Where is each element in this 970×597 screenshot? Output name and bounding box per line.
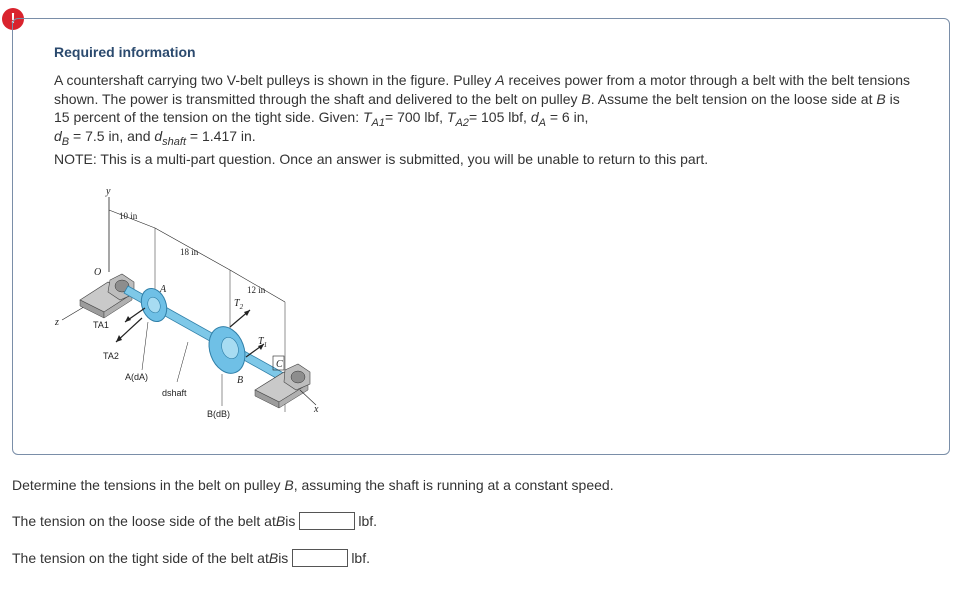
loose-tension-line bbox=[12, 512, 377, 530]
db-symbol: d bbox=[54, 127, 62, 144]
tight-tension-line bbox=[12, 549, 370, 567]
tight-tension-input[interactable] bbox=[292, 549, 348, 567]
problem-text-1: A countershaft carrying two V-belt pulleys is shown in the figure. Pulley bbox=[54, 72, 496, 88]
ta1-label: TA1 bbox=[93, 320, 109, 330]
pulley-b-ref-2: B bbox=[876, 90, 886, 107]
loose-tension-b-ref: B bbox=[275, 513, 286, 529]
ta2-symbol: T bbox=[446, 109, 456, 125]
dim-18in-label: 18 in bbox=[180, 247, 199, 257]
tight-tension-text-2: is bbox=[278, 550, 289, 566]
origin-label: O bbox=[94, 267, 102, 278]
loose-tension-unit: lbf. bbox=[358, 513, 378, 529]
dshaft-subscript: shaft bbox=[162, 135, 187, 148]
problem-text-2: receives power from a motor through a belt with the belt tensions shown. The power is transmitted through the shaft and delivered to the belt on pulley bbox=[54, 72, 911, 107]
bearing-c-label: C bbox=[276, 359, 283, 370]
problem-text-3: . Assume the belt tension on the loose side at bbox=[590, 90, 877, 107]
x-axis-label: x bbox=[314, 404, 319, 415]
info-title: Required information bbox=[54, 44, 196, 60]
countershaft-figure bbox=[50, 182, 350, 432]
tight-tension-unit: lbf. bbox=[351, 550, 370, 566]
ta2-value: = 105 lbf, bbox=[468, 109, 531, 125]
pulley-b-dia-label: B(dB) bbox=[207, 409, 231, 419]
da-subscript: A bbox=[538, 117, 546, 129]
ta2-label: TA2 bbox=[103, 351, 119, 361]
t1-label: $T_1$ bbox=[258, 336, 268, 349]
ta1-value: = 700 lbf, bbox=[385, 109, 447, 125]
pulley-a-dia-label: A(dA) bbox=[125, 372, 149, 382]
pulley-a-ref: A bbox=[495, 72, 505, 88]
z-axis-label: z bbox=[55, 317, 59, 328]
problem-statement bbox=[54, 71, 919, 148]
loose-tension-input[interactable] bbox=[299, 512, 355, 530]
tight-tension-b-ref: B bbox=[268, 550, 279, 566]
note-text: NOTE: This is a multi-part question. Once an answer is submitted, you will be unable to return to this part. bbox=[54, 151, 709, 167]
ta1-symbol: T bbox=[362, 109, 372, 125]
pulley-b-label: B bbox=[237, 375, 244, 386]
alert-icon: ! bbox=[2, 8, 24, 30]
da-symbol: d bbox=[530, 109, 539, 125]
question-prompt-text-1: Determine the tensions in the belt on pulley bbox=[12, 477, 285, 493]
loose-tension-text-2: is bbox=[285, 513, 296, 529]
loose-tension-text-1: The tension on the loose side of the belt at bbox=[12, 513, 276, 529]
ta2-subscript: A2 bbox=[455, 117, 469, 129]
dim-12in-label: 12 in bbox=[247, 285, 266, 295]
db-subscript: B bbox=[61, 135, 70, 148]
tight-tension-text-1: The tension on the tight side of the belt at bbox=[12, 550, 269, 566]
dshaft-value: = 1.417 in. bbox=[186, 127, 256, 144]
question-prompt-text-2: , assuming the shaft is running at a constant speed. bbox=[293, 477, 614, 493]
pulley-b-ref: B bbox=[581, 90, 591, 107]
x-axis-line bbox=[300, 390, 316, 405]
db-value: = 7.5 in, and bbox=[69, 127, 155, 144]
t2-label: $T_2$ bbox=[234, 298, 244, 311]
shaft-dia-label: dshaft bbox=[162, 388, 187, 398]
problem-text-4: is 15 percent of the tension on the tight side. Given: bbox=[54, 90, 900, 125]
question-prompt bbox=[12, 477, 614, 493]
y-axis-label: y bbox=[106, 186, 111, 197]
pulley-a-label: A bbox=[160, 284, 167, 295]
question-pulley-b-ref: B bbox=[284, 477, 294, 493]
da-value: = 6 in, bbox=[545, 109, 589, 125]
dim-10in-label: 10 in bbox=[119, 211, 138, 221]
ta1-subscript: A1 bbox=[371, 117, 386, 129]
dshaft-symbol: d bbox=[154, 127, 163, 144]
